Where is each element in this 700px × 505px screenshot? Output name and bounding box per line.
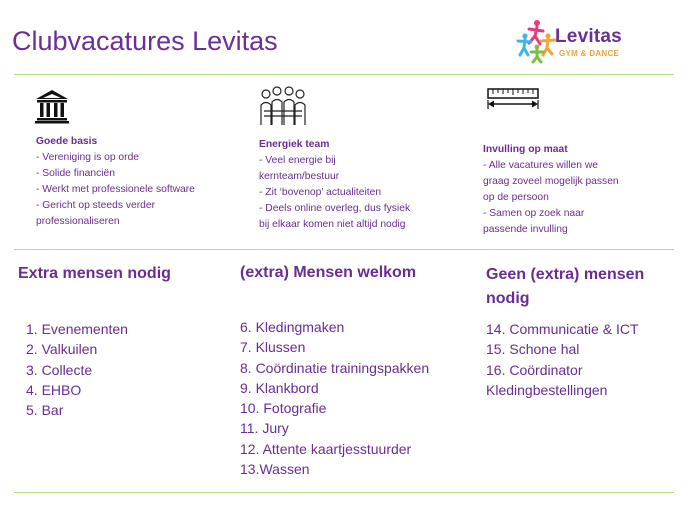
feature-invulling-op-maat [483,142,619,238]
list-item: 9. Klankbord [240,379,319,396]
feature-heading: Energiek team [259,139,330,150]
feature-line: professionaliseren [36,216,120,227]
team-icon [258,85,308,127]
column-title-line: nodig [486,290,530,307]
list-geen-nodig [486,319,639,400]
column-title-line: (extra) Mensen welkom [240,264,417,281]
divider-middle [14,249,674,250]
page-title: Clubvacatures Levitas [12,26,278,56]
list-item: 15. Schone hal [486,341,580,358]
feature-line: bij elkaar komen niet altijd nodig [259,219,406,230]
list-item: 4. EHBO [26,381,82,398]
feature-line: passende invulling [483,224,568,235]
list-item: 11. Jury [240,420,289,437]
divider-top [14,74,674,75]
list-item: 13.Wassen [240,461,310,478]
feature-line: - Gericht op steeds verder [36,200,156,211]
divider-bottom [14,492,674,493]
feature-heading: Invulling op maat [483,144,568,155]
column-title-line: Extra mensen nodig [18,265,171,282]
list-item: 7. Klussen [240,339,306,356]
feature-line: - Vereniging is op orde [36,152,140,163]
list-item: 6. Kledingmaken [240,319,345,335]
list-item: 8. Coördinatie trainingspakken [240,359,430,376]
list-item: 10. Fotografie [240,400,327,417]
bank-icon [34,88,70,124]
list-item: 5. Bar [26,402,64,419]
ruler-icon [487,88,539,110]
feature-line: op de persoon [483,192,549,203]
feature-line: kernteam/bestuur [259,171,340,182]
feature-line: - Deels online overleg, dus fysiek [259,203,411,214]
column-title-welkom [240,261,416,285]
column-title-geen-nodig [486,263,644,311]
list-welkom [240,317,429,479]
list-item: Kledingbestellingen [486,381,608,398]
feature-line: - Solide financiën [36,168,115,179]
list-item: 3. Collecte [26,361,93,378]
feature-line: - Zit ‘bovenop’ actualiteiten [259,187,382,198]
feature-line: - Alle vacatures willen we [483,160,599,171]
column-title-line: Geen (extra) mensen [486,266,645,283]
logo-figures-icon [515,18,559,64]
feature-line: - Werkt met professionele software [36,184,195,195]
list-item: 14. Communicatie & ICT [486,321,639,337]
feature-goede-basis [36,134,195,230]
feature-heading: Goede basis [36,136,98,147]
list-item: 2. Valkuilen [26,341,98,358]
list-item: 16. Coördinator [486,361,583,378]
feature-line: - Samen op zoek naar [483,208,585,219]
feature-line: graag zoveel mogelijk passen [483,176,619,187]
list-item: 1. Evenementen [26,321,128,337]
levitas-logo [515,18,635,64]
column-title-extra-nodig [18,262,171,286]
logo-tagline: GYM & DANCE [559,49,620,58]
logo-wordmark: Levitas [555,26,622,47]
feature-line: - Veel energie bij [259,155,336,166]
list-extra-nodig [26,319,128,420]
feature-energiek-team [259,137,410,233]
list-item: 12. Attente kaartjesstuurder [240,440,412,457]
